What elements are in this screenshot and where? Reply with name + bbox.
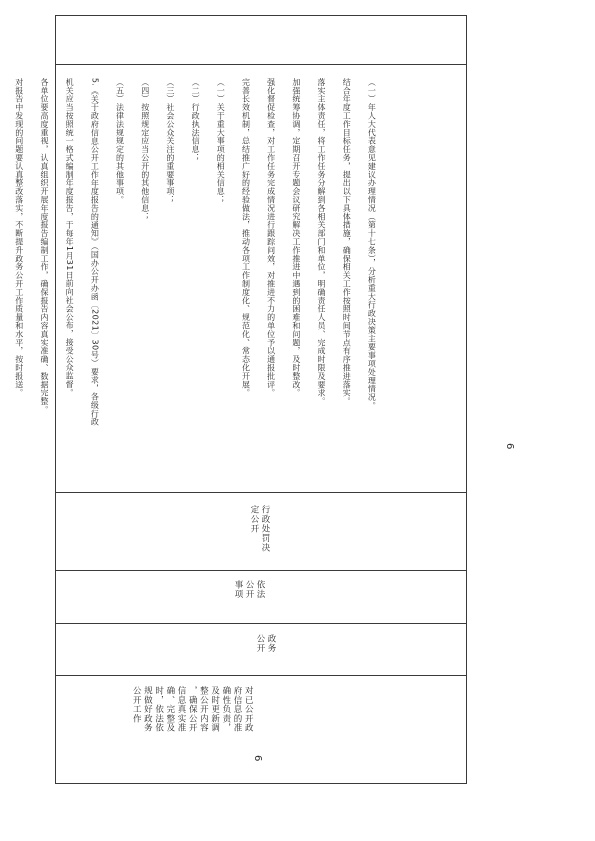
- body-line: 5.《关于政府信息公开工作年度报告的通知》（国办公开办函〔2021〕30号）要求，各级行政: [90, 77, 100, 427]
- frame-left: [55, 15, 56, 784]
- list-item: （三）社会公众关注的重要事项；: [165, 77, 175, 204]
- body-line: 加强统筹协调，定期召开专题会议研究解决工作推进中遇到的困难和问题，及时整改。: [291, 77, 301, 398]
- label-row-2: 依法 公开 事项: [233, 580, 265, 599]
- row-divider-1: [55, 64, 467, 65]
- body-line: 各单位要高度重视，认真组织开展年度报告编制工作，确保报告内容真实准确、数据完整。: [39, 77, 49, 414]
- body-line: 落实主体责任，将工作任务分解到各相关部门和单位，明确责任人员、完成时限及要求。: [317, 77, 327, 406]
- body-line: 强化督促检查，对工作任务完成情况进行跟踪问效，对推进不力的单位予以通报批评。: [266, 77, 276, 398]
- list-item: （五）法律法规规定的其他事项。: [115, 77, 125, 204]
- row-divider-2: [55, 492, 467, 493]
- list-item: （四）按照规定应当公开的其他信息；: [140, 77, 150, 221]
- page-number-left: 6: [252, 755, 263, 762]
- body-line: 机关应当按照统一格式编制年度报告，于每年1月31日前向社会公布，接受公众监督。: [65, 77, 75, 397]
- list-item: （二）行政执法信息；: [191, 77, 201, 162]
- body-line: 完善长效机制，总结推广好的经验做法，推动各项工作制度化、规范化、常态化开展。: [241, 77, 251, 398]
- row-divider-3: [55, 570, 467, 571]
- main-body-text: [14, 72, 390, 457]
- frame-top: [55, 15, 467, 16]
- row-divider-4: [55, 623, 467, 624]
- row-divider-5: [55, 675, 467, 676]
- page-number-right: 6: [504, 443, 515, 450]
- body-line: 结合年度工作目标任务，提出以下具体措施，确保相关工作按照时间节点有序推进落实。: [342, 77, 352, 406]
- label-row-1: 行政处罚决 定公开: [249, 505, 270, 553]
- body-line: 对报告中发现的问题要认真整改落实，不断提升政务公开工作质量和水平，按时报送。: [14, 77, 24, 398]
- frame-bottom: [55, 783, 467, 784]
- body-line: （一）年人大代表意见建议办理情况（第十七条），分析重大行政决策主要事项处理情况。: [367, 77, 377, 410]
- frame-right: [466, 15, 467, 784]
- label-row-3: 政务 公开: [255, 634, 276, 653]
- list-item: （一）关于重大事项的相关信息；: [216, 77, 226, 204]
- left-column-text: 对已公开政 府信息的准 确性负责， 及时更新调 整公开内容 ，确保公开 信息真实准 确、完整及 时，依法依 规做好政务 公开工作: [131, 686, 254, 733]
